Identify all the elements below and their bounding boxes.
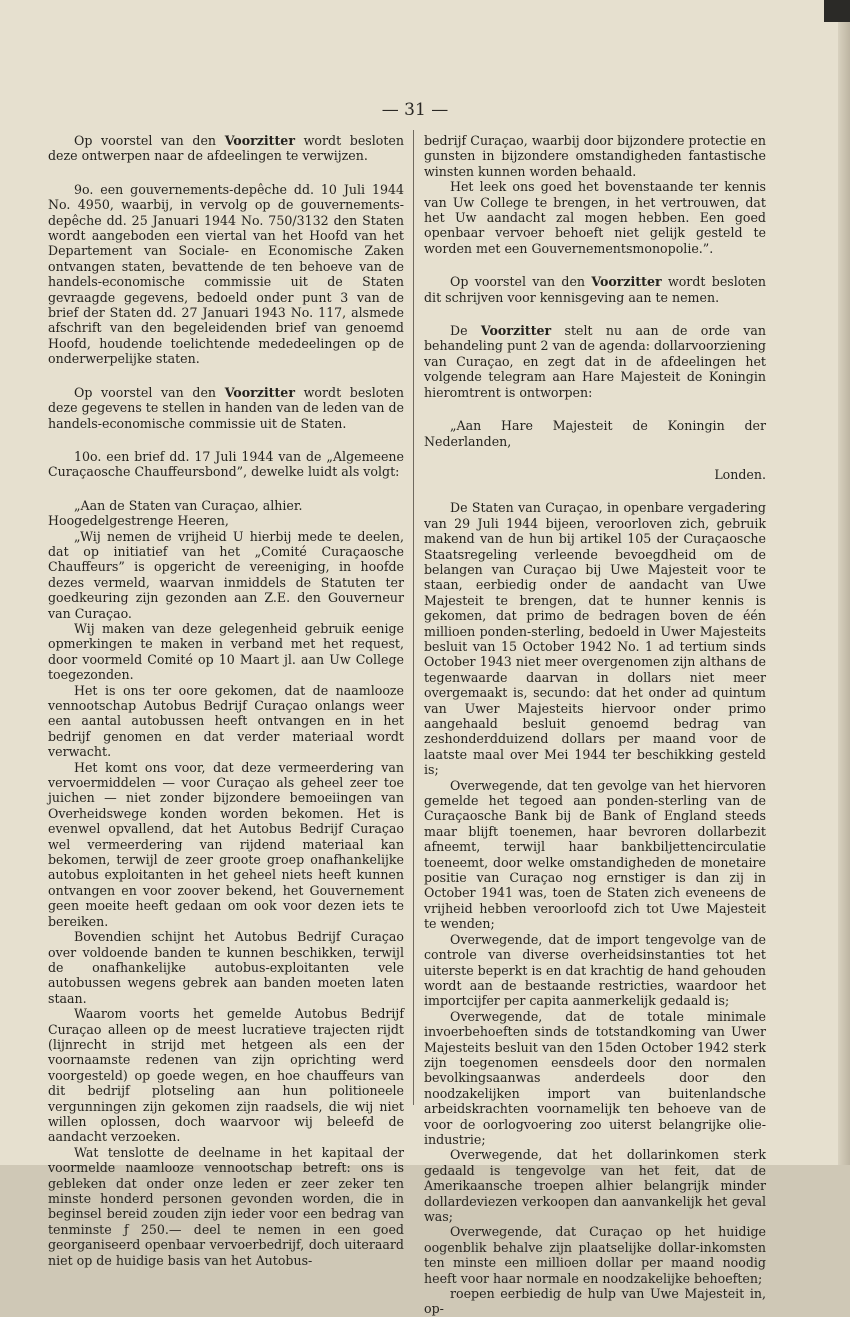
- paragraph: „Wij nemen de vrijheid U hierbij mede te deelen, dat op initiatief van het „Comité Curaçaosche Chauffeurs” is opgericht de vereeniging, in hoofde dezes vermeld, waarvan inmiddels de Statuten ter goedkeuring zijn gezonden aan Z.E. den Gouverneur van Curaçao.: [48, 528, 404, 621]
- paragraph: Overwegende, dat Curaçao op het huidige oogenblik behalve zijn plaatselijke dollar-inkomsten ten minste een millioen dollar per maand noodig heeft voor haar normale en noodzakelijke behoeften;: [424, 1224, 766, 1286]
- text: Op voorstel van den: [74, 133, 225, 148]
- text: Op voorstel van den: [74, 384, 225, 400]
- text: Op voorstel van den: [450, 274, 592, 290]
- paragraph: roepen eerbiedig de hulp van Uwe Majesteit in, op-: [424, 1286, 766, 1317]
- bold-text: Voorzitter: [591, 274, 662, 290]
- paragraph: Overwegende, dat de import tengevolge van de controle van diverse overheidsinstanties tot het uiterste beperkt is en dat krachtig de hand gehouden wordt aan de bestaande restricties, waardoor het importcijfer per capita aanmerkelijk gedaald is;: [424, 931, 766, 1009]
- telegram-address: „Aan Hare Majesteit de Koningin der Nederlanden,: [424, 418, 766, 449]
- paragraph: Het leek ons goed het bovenstaande ter kennis van Uw College te brengen, in het vertrouwen, dat het Uw aandacht zal mogen hebben. Een goed openbaar vervoer behoeft niet gelijk gesteld te worden met een Gouvernementsmonopolie.”.: [424, 179, 766, 256]
- paragraph: Het komt ons voor, dat deze vermeerdering van vervoermiddelen — voor Curaçao als geheel zeer toe juichen — niet zonder bijzondere bemoeiingen van Overheidswege konden worden bekomen. Het is evenwel opvallend, dat het Autobus Bedrijf Curaçao wel vermeerdering van rijdend materiaal kan bekomen, terwijl de zeer groote groep onafhankelijke autobus exploitanten in het geheel niets heeft kunnen ontvangen en voor zoover bekend, het Gouvernement geen moeite heeft gedaan om ook voor dezen iets te bereiken.: [48, 759, 404, 929]
- paragraph: [424, 274, 766, 305]
- paragraph: 9o. een gouvernements-depêche dd. 10 Juli 1944 No. 4950, waarbij, in vervolg op de gouvernements-depêche dd. 25 Januari 1944 No. 750/3132 den Staten wordt aangeboden een viertal van het Hoofd van het Departement van Sociale- en Economische Zaken ontvangen staten, bevattende de ten behoeve van de handels-economische commissie uit de Staten gevraagde gegevens, bedoeld onder punt 3 van de brief der Staten dd. 27 Januari 1943 No. 117, alsmede afschrift van den begeleidenden brief van genoemd Hoofd, houdende toelichtende mededeelingen op de onderwerpelijke staten.: [48, 181, 404, 367]
- paragraph: Waarom voorts het gemelde Autobus Bedrijf Curaçao alleen op de meest lucratieve trajecten rijdt (lijnrecht in strijd met hetgeen als een der voornaamste redenen van zijn oprichting werd voorgesteld) op goede wegen, en hoe chauffeurs van dit bedrijf plotseling aan hun politioneele vergunningen zijn gekomen zijn raadsels, die wij niet willen oplossen, doch waarvoor wij beleefd de aandacht verzoeken.: [48, 1006, 404, 1145]
- telegram-destination: Londen.: [714, 466, 766, 482]
- text: De: [450, 323, 481, 339]
- column-divider: [413, 130, 414, 1105]
- paragraph: „Aan de Staten van Curaçao, alhier.: [74, 497, 303, 513]
- paragraph: Wij maken van deze gelegenheid gebruik eenige opmerkingen te maken in verband met het request, door voormeld Comité op 10 Maart jl. aan Uw College toegezonden.: [48, 620, 404, 683]
- page-edge: [838, 0, 850, 1165]
- text: stelt nu aan de orde van behandeling punt 2 van de agenda: dollarvoorziening van Curaçao, en zegt dat in de afdeelingen het volgende telegram aan Hare Majesteit de Koningin hieromtrent is ontworpen:: [424, 323, 766, 400]
- text: wordt besloten deze ontwerpen naar de afdeelingen te verwijzen.: [48, 133, 404, 164]
- paragraph: 10o. een brief dd. 17 Juli 1944 van de „Algemeene Curaçaosche Chauffeursbond”, dewelke luidt als volgt:: [48, 448, 404, 480]
- paragraph: bedrijf Curaçao, waarbij door bijzondere protectie en gunsten in bijzondere omstandigheden fantastische winsten kunnen worden behaald.: [424, 133, 766, 179]
- paragraph: Overwegende, dat het dollarinkomen sterk gedaald is tengevolge van het feit, dat de Amerikaansche troepen alhier belangrijk minder dollardeviezen verkoopen dan aanvankelijk het geval was;: [424, 1147, 766, 1224]
- right-column: [424, 133, 766, 1317]
- bold-text: Voorzitter: [224, 384, 295, 400]
- text: wordt besloten deze gegevens te stellen in handen van de leden van de handels-economische commissie uit de Staten.: [48, 384, 405, 431]
- paragraph: [424, 323, 766, 400]
- left-column: [48, 133, 404, 1268]
- paragraph: Het is ons ter oore gekomen, dat de naamlooze vennootschap Autobus Bedrijf Curaçao onlangs weer een aantal autobussen heeft ontvangen en in het bedrijf genomen en dat verder materiaal wordt verwacht.: [48, 682, 404, 760]
- page-corner: [824, 0, 850, 22]
- bold-text: Voorzitter: [224, 133, 295, 148]
- page-number: — 31 —: [381, 100, 449, 120]
- paragraph: [48, 385, 404, 431]
- paragraph: Bovendien schijnt het Autobus Bedrijf Curaçao over voldoende banden te kunnen beschikken, terwijl de onafhankelijke autobus-exploitanten vele autobussen wegens gebrek aan banden moeten laten staan.: [48, 929, 404, 1006]
- paragraph: [48, 133, 404, 164]
- bold-text: Voorzitter: [480, 323, 552, 339]
- salutation: Hoogedelgestrenge Heeren,: [48, 513, 229, 529]
- paragraph: Overwegende, dat de totale minimale invoerbehoeften sinds de totstandkoming van Uwer Majesteits besluit van den 15den October 1942 sterk zijn toegenomen eensdeels door den normalen bevolkingsaanwas anderdeels door den noodzakelijken import van buitenlandsche arbeidskrachten voornamelijk ten behoeve van de voor de oorlogvoering zoo uiterst belangrijke olie-industrie;: [424, 1008, 766, 1147]
- text: wordt besloten dit schrijven voor kennisgeving aan te nemen.: [424, 274, 766, 305]
- paragraph: Overwegende, dat ten gevolge van het hiervoren gemelde het tegoed aan ponden-sterling van de Curaçaosche Bank bij de Bank of England steeds maar blijft toenemen, haar bevroren dollarbezit afneemt, terwijl haar bankbiljettencirculatie toeneemt, door welke omstandigheden de monetaire positie van Curaçao nog ernstiger is dan zij in October 1941 was, toen de Staten zich eveneens de vrijheid hebben veroorloofd zich tot Uwe Majesteit te wenden;: [424, 777, 766, 932]
- paragraph: Wat tenslotte de deelname in het kapitaal der voormelde naamlooze vennootschap betreft: ons is gebleken dat onder onze leden er zeer zeker ten minste honderd personen gevonden worden, die in beginsel bereid zouden zijn ieder voor een bedrag van tenminste ƒ 250.— deel te nemen in een goed georganiseerd openbaar vervoerbedrijf, doch uiteraard niet op de huidige basis van het Autobus-: [48, 1144, 404, 1268]
- paragraph: De Staten van Curaçao, in openbare vergadering van 29 Juli 1944 bijeen, veroorloven zich, gebruik makend van de hun bij artikel 105 der Curaçaosche Staatsregeling verleende bevoegdheid om de belangen van Curaçao bij Uwe Majesteit voor te staan, eerbiedig onder de aandacht van Uwe Majesteit te brengen, dat te hunner kennis is gekomen, dat primo de bedragen boven de één millioen ponden-sterling, bedoeld in Uwer Majesteits besluit van 15 October 1942 No. 1 ad tertium sinds October 1943 niet meer overgenomen zijn althans de tegenwaarde daarvan in dollars niet meer overgemaakt is, secundo: dat het onder ad quintum van Uwer Majesteits hiervoor onder primo aangehaald besluit genoemd bedrag van zeshonderdduizend dollars per maand voor de laatste maal over Mei 1944 ter beschikking gesteld is;: [424, 500, 766, 778]
